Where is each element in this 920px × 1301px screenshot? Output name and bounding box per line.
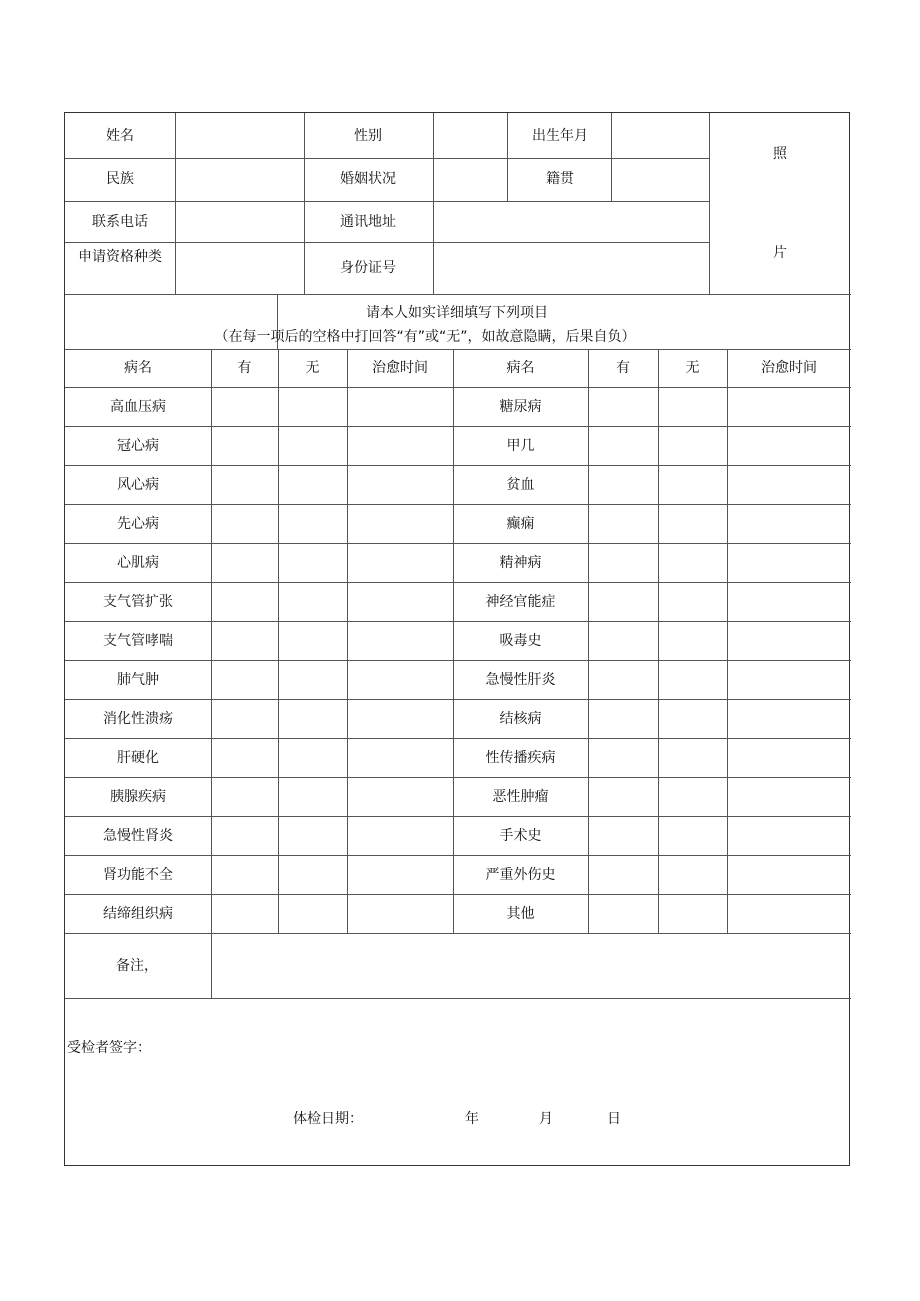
divider: [211, 933, 212, 998]
no-cell-left[interactable]: [279, 544, 346, 581]
divider: [65, 933, 851, 934]
cure-time-cell-left[interactable]: [348, 895, 452, 932]
year-field[interactable]: [365, 1105, 460, 1133]
photo-area[interactable]: [710, 114, 849, 293]
examinee-signature-label: 受检者签字：: [67, 1040, 151, 1056]
yes-cell-left[interactable]: [212, 388, 277, 425]
qualification-type-field[interactable]: [176, 243, 303, 293]
native-place-field[interactable]: [612, 159, 708, 200]
disease-name-right: 急慢性肝炎: [485, 672, 556, 688]
name-field[interactable]: [176, 114, 303, 157]
disease-name-left: 肝硬化: [117, 750, 159, 766]
disease-name-right: 结核病: [499, 711, 542, 727]
marital-status-field[interactable]: [434, 159, 506, 200]
yes-cell-left[interactable]: [212, 895, 277, 932]
cure-time-cell-right[interactable]: [728, 700, 850, 737]
day-label: 日: [607, 1111, 621, 1127]
cure-time-cell-right[interactable]: [728, 466, 850, 503]
yes-cell-right[interactable]: [589, 466, 657, 503]
divider: [304, 113, 305, 294]
remarks-field[interactable]: [211, 934, 849, 998]
birth-label: 出生年月: [532, 128, 588, 144]
column-header-no-right: 无: [685, 360, 700, 376]
yes-cell-left[interactable]: [212, 817, 277, 854]
yes-cell-right[interactable]: [589, 739, 657, 776]
no-cell-left[interactable]: [279, 466, 346, 503]
disease-name-left: 心肌病: [117, 555, 159, 571]
yes-cell-right[interactable]: [589, 622, 657, 659]
yes-cell-left[interactable]: [212, 856, 277, 893]
marital-status-label: 婚姻状况: [340, 171, 396, 187]
disease-name-left: 肾功能不全: [103, 867, 173, 883]
month-label: 月: [539, 1111, 553, 1127]
no-cell-left[interactable]: [279, 778, 346, 815]
disease-name-right: 恶性肿瘤: [492, 789, 549, 805]
yes-cell-right[interactable]: [589, 700, 657, 737]
native-place-label: 籍贯: [546, 171, 574, 187]
disease-name-right: 神经官能症: [485, 594, 556, 610]
disease-name-left: 胰腺疾病: [110, 789, 166, 805]
disease-name-right: 手术史: [499, 828, 542, 844]
divider: [507, 113, 508, 201]
cure-time-cell-right[interactable]: [728, 817, 850, 854]
cure-time-cell-right[interactable]: [728, 661, 850, 698]
divider: [65, 294, 851, 295]
yes-cell-left[interactable]: [212, 544, 277, 581]
cure-time-cell-left[interactable]: [348, 466, 452, 503]
yes-cell-left[interactable]: [212, 505, 277, 542]
no-cell-left[interactable]: [279, 622, 346, 659]
yes-cell-right[interactable]: [589, 388, 657, 425]
no-cell-left[interactable]: [279, 388, 346, 425]
no-cell-left[interactable]: [279, 856, 346, 893]
ethnicity-field[interactable]: [176, 159, 303, 200]
no-cell-left[interactable]: [279, 427, 346, 464]
disease-name-left: 高血压病: [110, 399, 166, 415]
cure-time-cell-left[interactable]: [348, 739, 452, 776]
exam-date-label: 体检日期：: [293, 1111, 363, 1127]
address-field[interactable]: [434, 202, 708, 241]
disease-name-left: 消化性溃疡: [103, 711, 173, 727]
column-header-cure-time-left: 治愈时间: [372, 360, 428, 376]
cure-time-cell-left[interactable]: [348, 622, 452, 659]
no-cell-left[interactable]: [279, 661, 346, 698]
disease-name-right: 甲几: [506, 438, 535, 454]
cure-time-cell-right[interactable]: [728, 427, 850, 464]
phone-field[interactable]: [176, 202, 303, 241]
no-cell-left[interactable]: [279, 739, 346, 776]
month-field[interactable]: [483, 1105, 535, 1133]
no-cell-left[interactable]: [279, 895, 346, 932]
cure-time-cell-right[interactable]: [728, 622, 850, 659]
disease-name-right: 性传播疾病: [485, 750, 556, 766]
no-cell-right[interactable]: [659, 505, 726, 542]
phone-label: 联系电话: [92, 214, 148, 230]
disease-name-left: 急慢性肾炎: [103, 828, 173, 844]
cure-time-cell-left[interactable]: [348, 856, 452, 893]
disease-name-right: 精神病: [499, 555, 542, 571]
no-cell-right[interactable]: [659, 466, 726, 503]
instructions-title: 请本人如实详细填写下列项目: [366, 305, 548, 321]
cure-time-cell-left[interactable]: [348, 544, 452, 581]
cure-time-cell-left[interactable]: [348, 505, 452, 542]
instructions-note: （在每一项后的空格中打回答“有”或“无”，如故意隐瞒，后果自负）: [214, 329, 636, 345]
yes-cell-right[interactable]: [589, 778, 657, 815]
no-cell-left[interactable]: [279, 583, 346, 620]
no-cell-right[interactable]: [659, 856, 726, 893]
qualification-type-label: 申请资格种类: [78, 249, 162, 265]
yes-cell-left[interactable]: [212, 700, 277, 737]
disease-name-left: 先心病: [117, 516, 159, 532]
cure-time-cell-right[interactable]: [728, 856, 850, 893]
no-cell-right[interactable]: [659, 388, 726, 425]
cure-time-cell-right[interactable]: [728, 505, 850, 542]
disease-name-right: 贫血: [506, 477, 535, 493]
id-number-field[interactable]: [434, 243, 708, 293]
disease-name-left: 肺气肿: [117, 672, 159, 688]
column-header-no-left: 无: [305, 360, 320, 376]
no-cell-right[interactable]: [659, 427, 726, 464]
disease-name-right: 其他: [506, 906, 535, 922]
no-cell-right[interactable]: [659, 700, 726, 737]
id-number-label: 身份证号: [340, 260, 396, 276]
cure-time-cell-left[interactable]: [348, 817, 452, 854]
cure-time-cell-right[interactable]: [728, 778, 850, 815]
column-header-disease-right: 病名: [506, 360, 535, 376]
birth-date-field[interactable]: [612, 114, 708, 157]
disease-name-right: 吸毒史: [499, 633, 542, 649]
cure-time-cell-left[interactable]: [348, 583, 452, 620]
cure-time-cell-left[interactable]: [348, 427, 452, 464]
cure-time-cell-left[interactable]: [348, 700, 452, 737]
day-field[interactable]: [555, 1105, 603, 1133]
cure-time-cell-left[interactable]: [348, 661, 452, 698]
yes-cell-left[interactable]: [212, 778, 277, 815]
yes-cell-left[interactable]: [212, 622, 277, 659]
disease-name-left: 结缔组织病: [103, 906, 173, 922]
yes-cell-left[interactable]: [212, 583, 277, 620]
yes-cell-left[interactable]: [212, 466, 277, 503]
address-label: 通讯地址: [340, 214, 396, 230]
divider: [65, 998, 851, 999]
photo-label-top: 照: [773, 146, 787, 162]
column-header-disease-left: 病名: [124, 360, 152, 376]
no-cell-right[interactable]: [659, 544, 726, 581]
column-header-cure-time-right: 治愈时间: [761, 360, 817, 376]
cure-time-cell-right[interactable]: [728, 739, 850, 776]
yes-cell-right[interactable]: [589, 856, 657, 893]
cure-time-cell-right[interactable]: [728, 895, 850, 932]
yes-cell-right[interactable]: [589, 661, 657, 698]
disease-name-right: 糖尿病: [499, 399, 542, 415]
divider: [65, 349, 851, 350]
yes-cell-right[interactable]: [589, 544, 657, 581]
yes-cell-left[interactable]: [212, 661, 277, 698]
no-cell-right[interactable]: [659, 895, 726, 932]
no-cell-right[interactable]: [659, 778, 726, 815]
cure-time-cell-left[interactable]: [348, 388, 452, 425]
gender-label: 性别: [354, 128, 382, 144]
health-declaration-form: [64, 112, 850, 1166]
column-header-yes-right: 有: [616, 360, 630, 376]
yes-cell-right[interactable]: [589, 583, 657, 620]
yes-cell-left[interactable]: [212, 427, 277, 464]
cure-time-cell-left[interactable]: [348, 778, 452, 815]
disease-name-right: 癫痫: [506, 516, 535, 532]
no-cell-right[interactable]: [659, 622, 726, 659]
cure-time-cell-right[interactable]: [728, 544, 850, 581]
yes-cell-right[interactable]: [589, 427, 657, 464]
yes-cell-right[interactable]: [589, 817, 657, 854]
no-cell-left[interactable]: [279, 817, 346, 854]
no-cell-left[interactable]: [279, 700, 346, 737]
disease-name-left: 冠心病: [117, 438, 159, 454]
ethnicity-label: 民族: [106, 171, 134, 187]
photo-label-bottom: 片: [773, 245, 787, 261]
signature-field[interactable]: [165, 1033, 465, 1063]
divider: [453, 349, 454, 933]
disease-name-left: 风心病: [117, 477, 159, 493]
yes-cell-right[interactable]: [589, 895, 657, 932]
no-cell-right[interactable]: [659, 739, 726, 776]
disease-name-left: 支气管扩张: [103, 594, 173, 610]
year-label: 年: [465, 1111, 479, 1127]
disease-name-right: 严重外伤史: [485, 867, 556, 883]
no-cell-left[interactable]: [279, 505, 346, 542]
yes-cell-right[interactable]: [589, 505, 657, 542]
no-cell-right[interactable]: [659, 583, 726, 620]
name-label: 姓名: [106, 128, 134, 144]
no-cell-right[interactable]: [659, 661, 726, 698]
cure-time-cell-right[interactable]: [728, 388, 850, 425]
gender-field[interactable]: [434, 114, 506, 157]
remarks-label: 备注，: [116, 958, 158, 974]
disease-name-left: 支气管哮喘: [103, 633, 173, 649]
no-cell-right[interactable]: [659, 817, 726, 854]
yes-cell-left[interactable]: [212, 739, 277, 776]
column-header-yes-left: 有: [237, 360, 252, 376]
cure-time-cell-right[interactable]: [728, 583, 850, 620]
